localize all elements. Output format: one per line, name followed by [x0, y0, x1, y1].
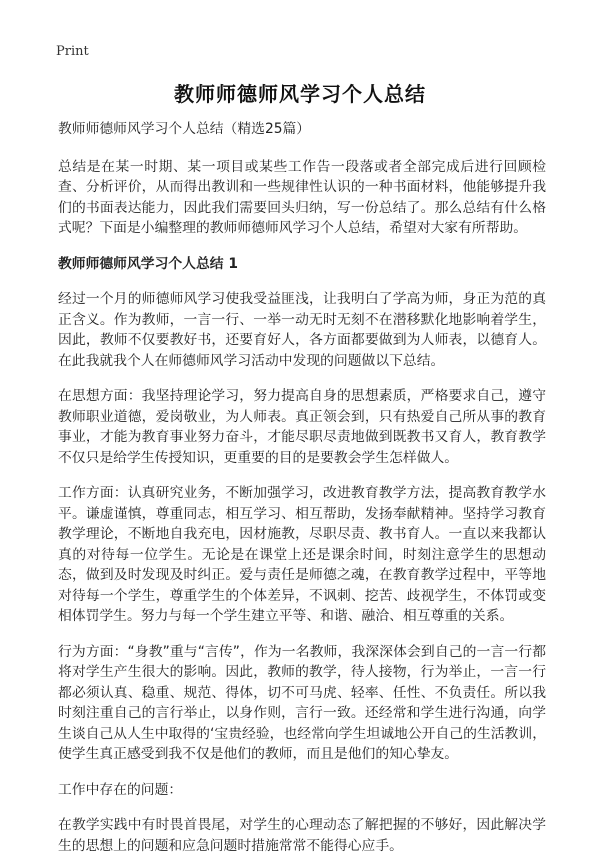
body-paragraph: 在教学实践中有时畏首畏尾，对学生的心理动态了解把握的不够好，因此解决学生的思想上的问题和应急问题时措施常常不能得心应手。: [58, 817, 546, 854]
section-heading: 教师师德师风学习个人总结 1: [58, 255, 238, 272]
problems-label: 工作中存在的问题：: [58, 781, 183, 798]
body-paragraph: 工作方面：认真研究业务，不断加强学习，改进教育教学方法，提高教育教学水平。谦虚谨慎，尊重同志，相互学习、相互帮助，发扬奉献精神。坚持学习教育教学理论，不断地自我充电，因材施教，尽职尽责、教书育人。一直以来我都认真的对待每一位学生。无论是在课堂上还是课余时间，时刻注意学生的思想动态，做到及时发现及时纠正。爱与责任是师德之魂，在教育教学过程中，平等地对待每一个学生，尊重学生的个体差异，不讽刺、挖苦、歧视学生，不体罚或变相体罚学生。努力与每一个学生建立平等、和谐、融洽、相互尊重的关系。: [58, 485, 546, 624]
body-paragraph: 在思想方面：我坚持理论学习，努力提高自身的思想素质，严格要求自己，遵守教师职业道德，爱岗敬业，为人师表。真正领会到，只有热爱自己所从事的教育事业，才能为教育事业努力奋斗，才能尽职尽责地做到既教书又育人，教育教学不仅只是给学生传授知识，更重要的目的是要教会学生怎样做人。: [58, 388, 546, 466]
print-link[interactable]: Print: [56, 44, 89, 59]
intro-paragraph: 总结是在某一时期、某一项目或某些工作告一段落或者全部完成后进行回顾检查、分析评价，从而得出教训和一些规律性认识的一种书面材料，他能够提升我们的书面表达能力，因此我们需要回头归纳，写一份总结了。那么总结有什么格式呢？下面是小编整理的教师师德师风学习个人总结，希望对大家有所帮助。: [58, 158, 546, 236]
body-paragraph: 行为方面：“身教”重与“言传”，作为一名教师，我深深体会到自己的一言一行都将对学生产生很大的影响。因此，教师的教学，待人接物，行为举止，一言一行都必须认真、稳重、规范、得体，切不可马虎、轻率、任性、不负责任。所以我时刻注重自己的言行举止，以身作则，言行一致。还经常和学生进行沟通，向学生谈自己从人生中取得的‘宝贵经验，也经常向学生坦诚地公开自己的生活教训，使学生真正感受到我不仅是他们的教师，而且是他们的知心挚友。: [58, 643, 546, 762]
body-paragraph: 经过一个月的师德师风学习使我受益匪浅，让我明白了学高为师，身正为范的真正含义。作为教师，一言一行、一举一动无时无刻不在潜移默化地影响着学生，因此，教师不仅要教好书，还要育好人，各方面都要做到为人师表，以德育人。在此我就我个人在师德师风学习活动中发现的问题做以下总结。: [58, 291, 546, 369]
document-body: [58, 119, 546, 856]
page-title: 教师师德师风学习个人总结: [174, 82, 426, 106]
document-subtitle: 教师师德师风学习个人总结（精选25篇）: [58, 121, 311, 137]
